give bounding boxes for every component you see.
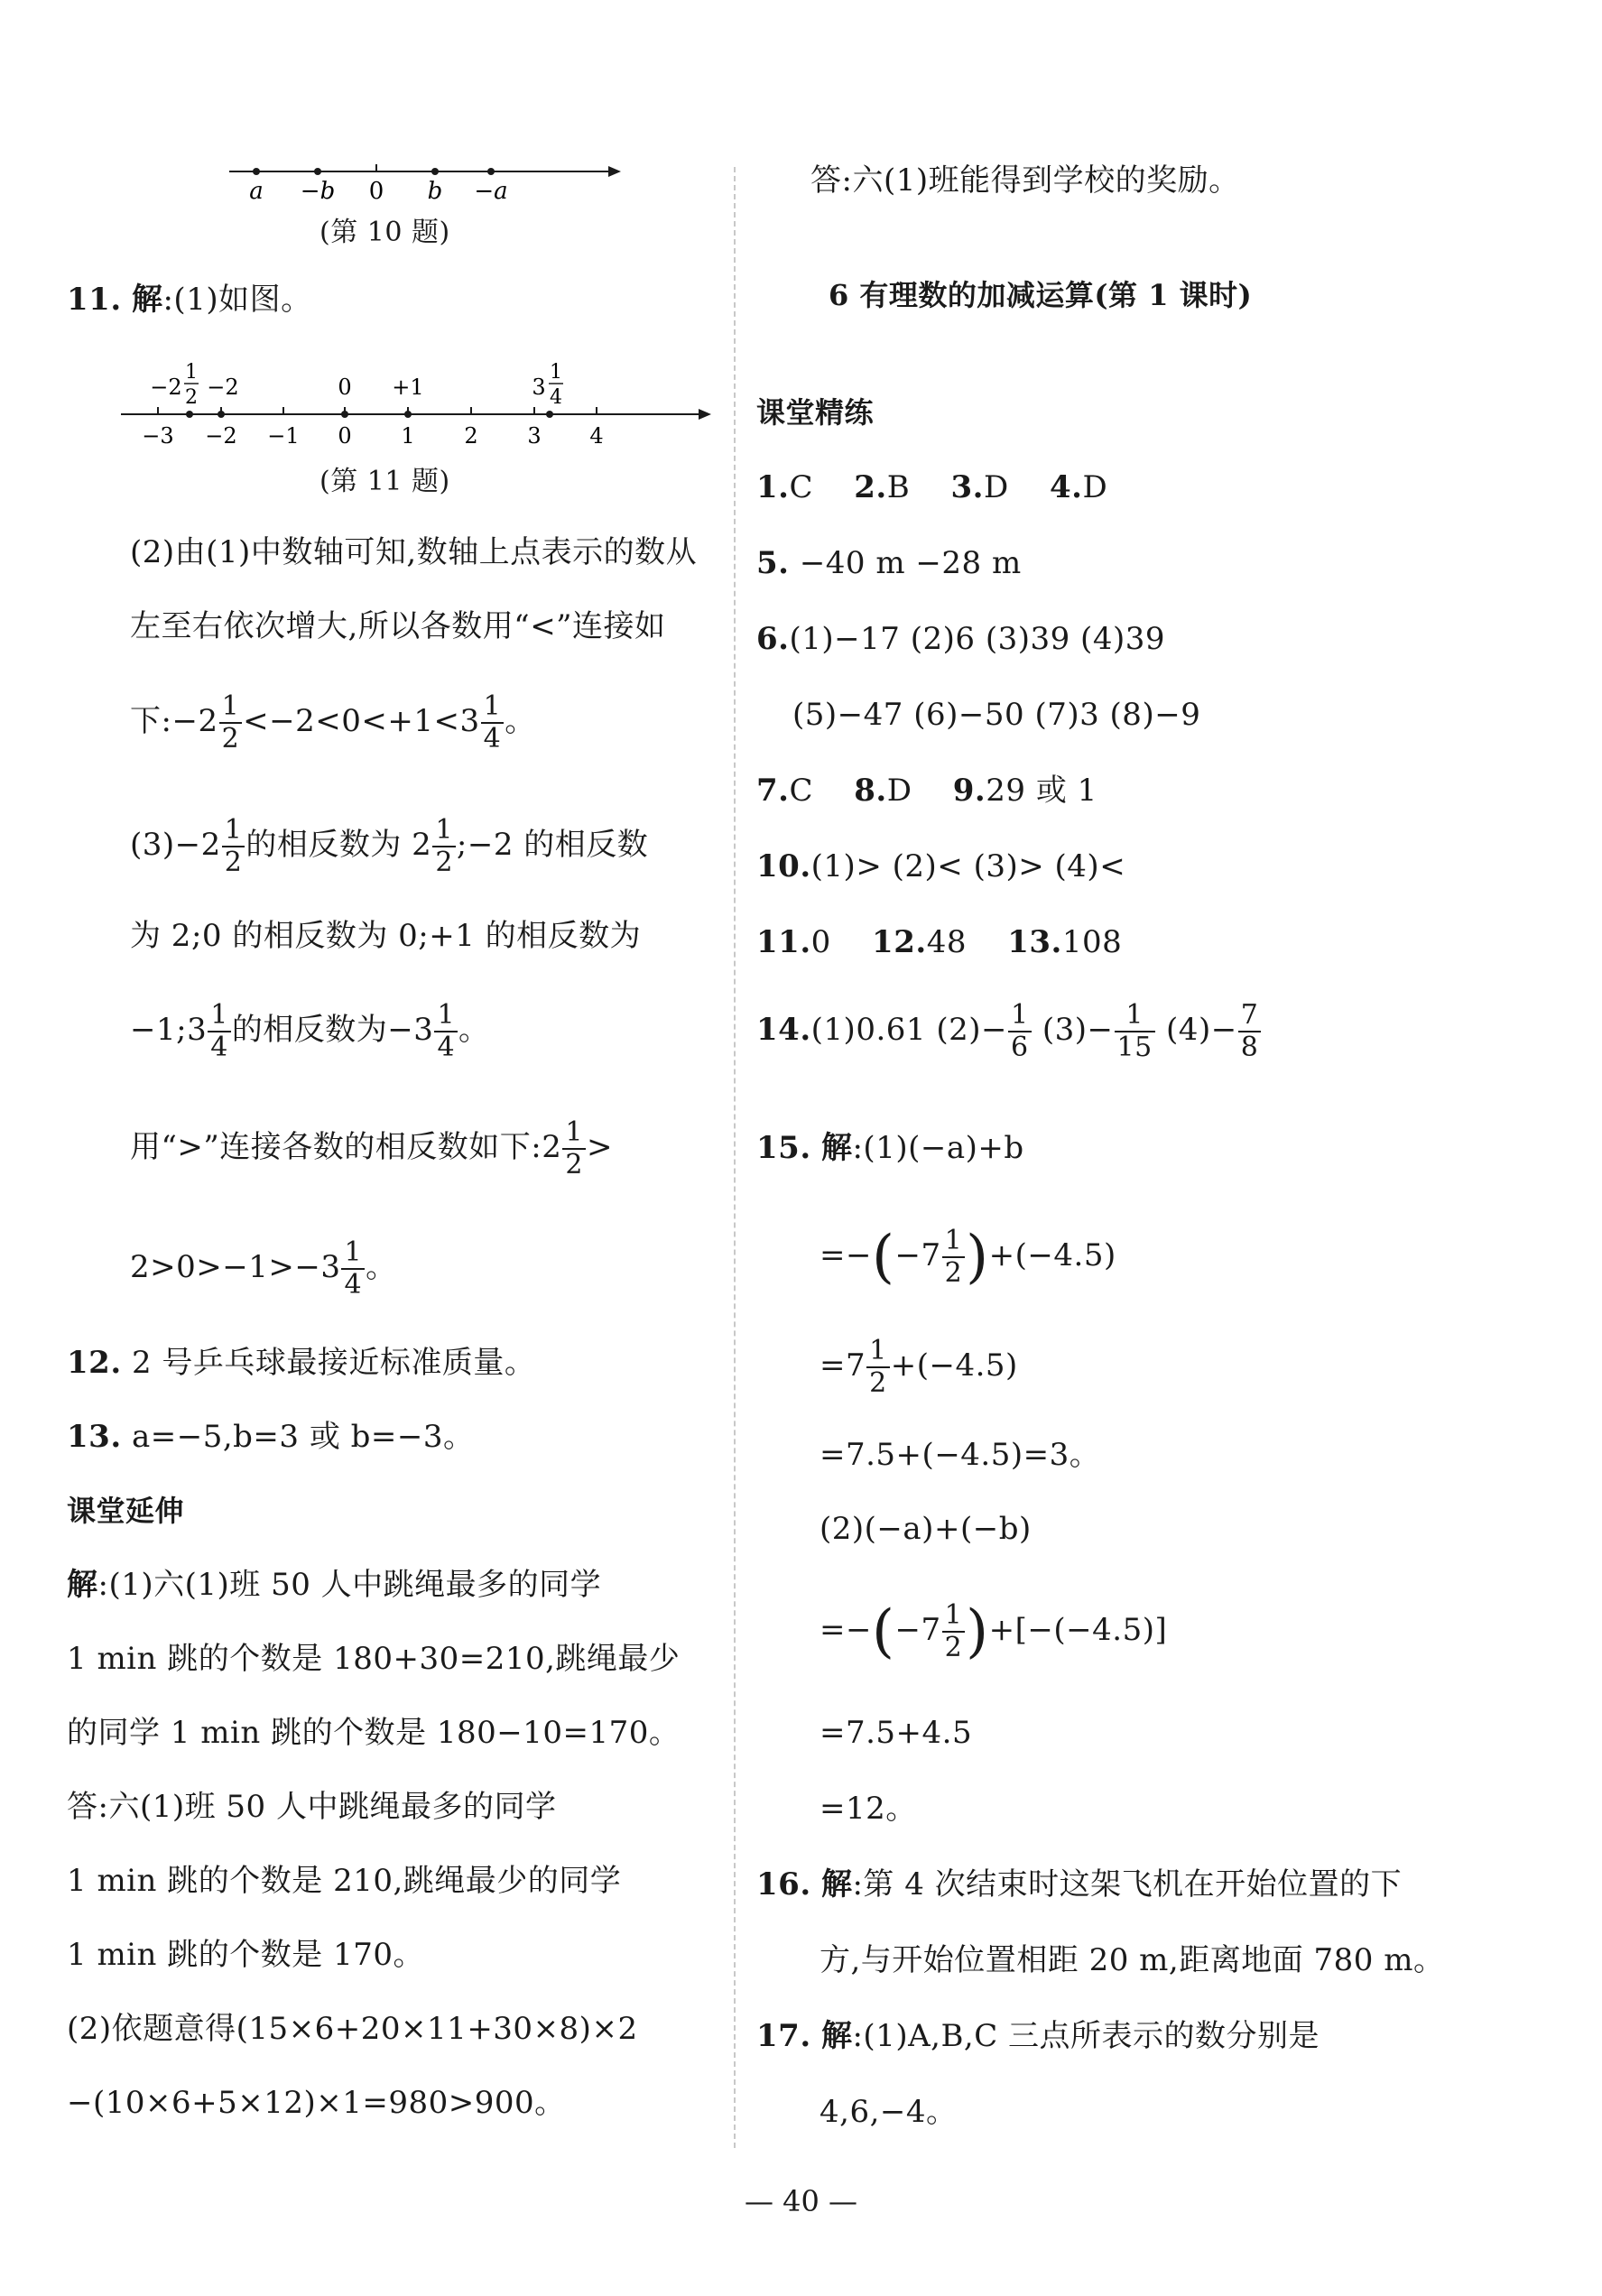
q11-p3-l3a: −1;3 [130,1012,208,1048]
q11-point-neg2 [218,411,225,418]
q11-p3-l4a: 用“>”连接各数的相反数如下:2 [130,1129,562,1165]
answer-17-line2: 4,6,−4。 [820,2094,958,2130]
ext-line8: −(10×6+5×12)×1=980>900。 [67,2085,566,2121]
a12-answer: 48 [926,924,967,960]
answer-top: 答:六(1)班能得到学校的奖励。 [810,162,1240,199]
answer-15-line7: =7.5+4.5 [820,1715,973,1751]
q11-number-line [121,347,717,460]
fraction-quarter: $\frac{1}{4}$ [434,1002,458,1061]
a14-part2: (3)− [1032,1012,1114,1048]
a10-number: 10. [756,848,811,884]
section-extension-heading: 课堂延伸 [67,1494,185,1528]
q11-part2-line3 [130,690,536,755]
q11-bottom-neg2: −2 [205,423,237,449]
a15-l2b: −7 [894,1237,941,1273]
a1-answer: C [789,469,814,505]
q11-top-3-whole: 3 [532,375,546,400]
q10-number-line [229,153,626,208]
q10-label-b: b [427,178,443,205]
fraction-half: $\frac{1}{2}$ [866,1338,890,1397]
q11-p3-l4b: > [586,1129,613,1165]
fraction-quarter: $\frac{1}{4}$ [341,1239,365,1299]
a12-number: 12. [872,924,927,960]
q12-number: 12. [67,1345,122,1381]
a15-l3b: +(−4.5) [890,1347,1018,1384]
answer-6-line2: (5)−47 (6)−50 (7)3 (8)−9 [792,697,1201,733]
answer-15-line8: =12。 [820,1791,917,1827]
a16-number: 16. [756,1866,811,1903]
q11-part2-line2: 左至右依次增大,所以各数用“<”连接如 [130,608,666,644]
answer-15-line6 [820,1598,1168,1665]
a10-answer: (1)> (2)< (3)> (4)< [810,848,1126,884]
q13-number: 13. [67,1419,122,1455]
a15-l2a: =− [820,1237,872,1273]
q10-point-neg-b [314,168,321,175]
a15-l6a: =− [820,1612,872,1648]
answer-15-line2 [820,1224,1116,1291]
q11-bottom-3: 3 [527,423,542,449]
a14-frac-4: $\frac{7}{8}$ [1238,1002,1262,1061]
answer-15-line5: (2)(−a)+(−b) [820,1511,1032,1547]
big-paren-close: ) [966,1598,989,1665]
q10-label-zero: 0 [368,178,384,205]
a16-l1-text: :第 4 次结束时这架飞机在开始位置的下 [852,1866,1403,1903]
a5-number: 5. [756,545,790,581]
q11-top-frac-n2: 1 [550,361,562,384]
q10-caption: (第 10 题) [319,217,450,248]
q11-number: 11. [67,282,122,318]
section-practice-heading: 课堂精练 [756,395,875,430]
answer-15-line3 [820,1335,1018,1399]
q11-part2-line1: (2)由(1)中数轴可知,数轴上点表示的数从 [130,534,698,570]
q11-jie: 解 [131,282,163,318]
answers-7-9 [756,771,1097,810]
a14-part1: (1)0.61 (2)− [810,1012,1007,1048]
a15-l3a: =7 [820,1347,866,1384]
a11-number: 11. [756,924,811,960]
q11-p3-l3b: 的相反数为−3 [231,1012,434,1048]
a8-answer: D [886,773,912,809]
a4-number: 4. [1049,469,1083,505]
column-divider [734,167,736,2148]
a5-answer: −40 m −28 m [799,545,1022,581]
q10-label-a: a [249,178,264,205]
q11-bottom-neg1: −1 [267,423,300,449]
a15-number: 15. [756,1130,811,1166]
answer-17-line1 [756,2016,1320,2056]
a3-number: 3. [950,469,984,505]
q11-top-frac-d2: 4 [550,386,562,409]
q10-label-neg-a: −a [474,178,508,205]
big-paren-open: ( [871,1598,895,1665]
q11-point-plus1 [404,411,412,418]
answers-1-4 [756,468,1107,507]
ext-line6: 1 min 跳的个数是 170。 [67,1937,424,1973]
q11-p3-l1b: 的相反数为 2 [245,827,432,863]
a16-jie: 解 [820,1866,853,1903]
a13-answer: 108 [1061,924,1123,960]
q11-part3-line2: 为 2;0 的相反数为 0;+1 的相反数为 [130,918,642,954]
q13-text: a=−5,b=3 或 b=−3。 [131,1419,475,1455]
fraction-half: $\frac{1}{2}$ [222,817,245,876]
q11-top-0: 0 [338,375,352,400]
a6-line1: (1)−17 (2)6 (3)39 (4)39 [789,621,1165,657]
a17-number: 17. [756,2018,811,2054]
q11-p3-l5b: 。 [366,1249,397,1285]
q11-point-0 [341,411,348,418]
ext-line3: 的同学 1 min 跳的个数是 180−10=170。 [67,1715,681,1751]
q13 [67,1417,475,1457]
lesson-title: 6 有理数的加减运算(第 1 课时) [829,278,1253,312]
answer-6-line1 [756,619,1165,659]
a3-answer: D [983,469,1009,505]
q11-part3-line4 [130,1116,613,1180]
q11-top-neg2: −2 [207,375,239,400]
q12 [67,1343,535,1383]
ext-line1 [67,1565,601,1605]
a1-number: 1. [756,469,790,505]
q11-bottom-2: 2 [464,423,478,449]
a15-l1-text: :(1)(−a)+b [852,1130,1024,1166]
a17-l1-text: :(1)A,B,C 三点所表示的数分别是 [852,2018,1320,2054]
q11-part3-line5 [130,1236,397,1301]
answer-15-line4: =7.5+(−4.5)=3。 [820,1437,1101,1473]
q11-p2-l3a: 下:−2 [130,703,218,739]
q11-point-3-quarter [546,411,553,418]
a15-l6c: +[−(−4.5)] [988,1612,1168,1648]
a15-jie: 解 [820,1130,853,1166]
q11-top-frac-n1: 1 [185,361,198,384]
q11-p2-l3c: 。 [505,703,536,739]
a14-number: 14. [756,1012,811,1048]
q11-caption: (第 11 题) [319,466,450,497]
q11-p3-l1a: (3)−2 [130,827,221,863]
q10-label-neg-b: −b [300,178,336,205]
q11-bottom-4: 4 [589,423,604,449]
a2-number: 2. [854,469,887,505]
q11-bottom-1: 1 [401,423,415,449]
q11-p2-l3b: <−2<0<+1<3 [243,703,480,739]
a7-answer: C [789,773,814,809]
q11-p3-l5a: 2>0>−1>−3 [130,1249,341,1285]
q11-p3-l3c: 。 [458,1012,490,1048]
q11-bottom-neg3: −3 [142,423,174,449]
ext-line4: 答:六(1)班 50 人中跳绳最多的同学 [67,1789,557,1825]
answer-16-line1 [756,1865,1402,1904]
ext-jie: 解 [67,1567,98,1603]
big-paren-open: ( [871,1224,895,1291]
page-number: — 40 — [744,2184,858,2218]
ext-line7: (2)依题意得(15×6+20×11+30×8)×2 [67,2011,638,2047]
a14-frac-2: $\frac{1}{6}$ [1008,1002,1032,1061]
q11-point-neg2-half [186,411,193,418]
fraction-quarter: $\frac{1}{4}$ [481,693,505,753]
a15-l6b: −7 [894,1612,941,1648]
a17-jie: 解 [820,2018,853,2054]
q11-part3-line3 [130,999,490,1063]
a8-number: 8. [854,773,887,809]
ext-line2: 1 min 跳的个数是 180+30=210,跳绳最少 [67,1641,681,1677]
fraction-half: $\frac{1}{2}$ [432,817,456,876]
q12-text: 2 号乒乓球最接近标准质量。 [131,1345,536,1381]
fraction-half: $\frac{1}{2}$ [942,1227,966,1287]
q10-point-b [431,168,439,175]
a2-answer: B [886,469,911,505]
ext-l1-text: :(1)六(1)班 50 人中跳绳最多的同学 [97,1567,602,1603]
fraction-half: $\frac{1}{2}$ [942,1602,966,1662]
answer-10 [756,847,1125,886]
a14-frac-3: $\frac{1}{15}$ [1115,1002,1155,1061]
q11-bottom-0: 0 [338,423,352,449]
fraction-half: $\frac{1}{2}$ [562,1119,586,1179]
answers-11-13 [756,922,1122,962]
answer-14 [756,999,1262,1063]
a14-part3: (4)− [1155,1012,1237,1048]
a13-number: 13. [1007,924,1062,960]
q11-top-neg2-whole: −2 [150,375,182,400]
a9-number: 9. [952,773,986,809]
fraction-half: $\frac{1}{2}$ [219,693,243,753]
ext-line5: 1 min 跳的个数是 210,跳绳最少的同学 [67,1863,622,1899]
q11-top-plus1: +1 [392,375,424,400]
big-paren-close: ) [966,1224,989,1291]
q11-p3-l1c: ;−2 的相反数 [456,827,649,863]
fraction-quarter: $\frac{1}{4}$ [208,1002,231,1061]
a15-l2c: +(−4.5) [988,1237,1116,1273]
a6-number: 6. [756,621,790,657]
q11-part1-text: :(1)如图。 [162,282,312,318]
answer-16-line2: 方,与开始位置相距 20 m,距离地面 780 m。 [820,1942,1445,1978]
q11-top-frac-d1: 2 [185,386,198,409]
a9-answer: 29 或 1 [986,773,1097,809]
a4-answer: D [1082,469,1108,505]
q10-point-a [253,168,260,175]
answer-5 [756,543,1022,583]
a11-answer: 0 [810,924,831,960]
q11-part1 [67,280,312,319]
answer-15-line1 [756,1128,1024,1168]
a7-number: 7. [756,773,790,809]
q10-point-neg-a [487,168,495,175]
q11-part3-line1 [130,814,649,878]
